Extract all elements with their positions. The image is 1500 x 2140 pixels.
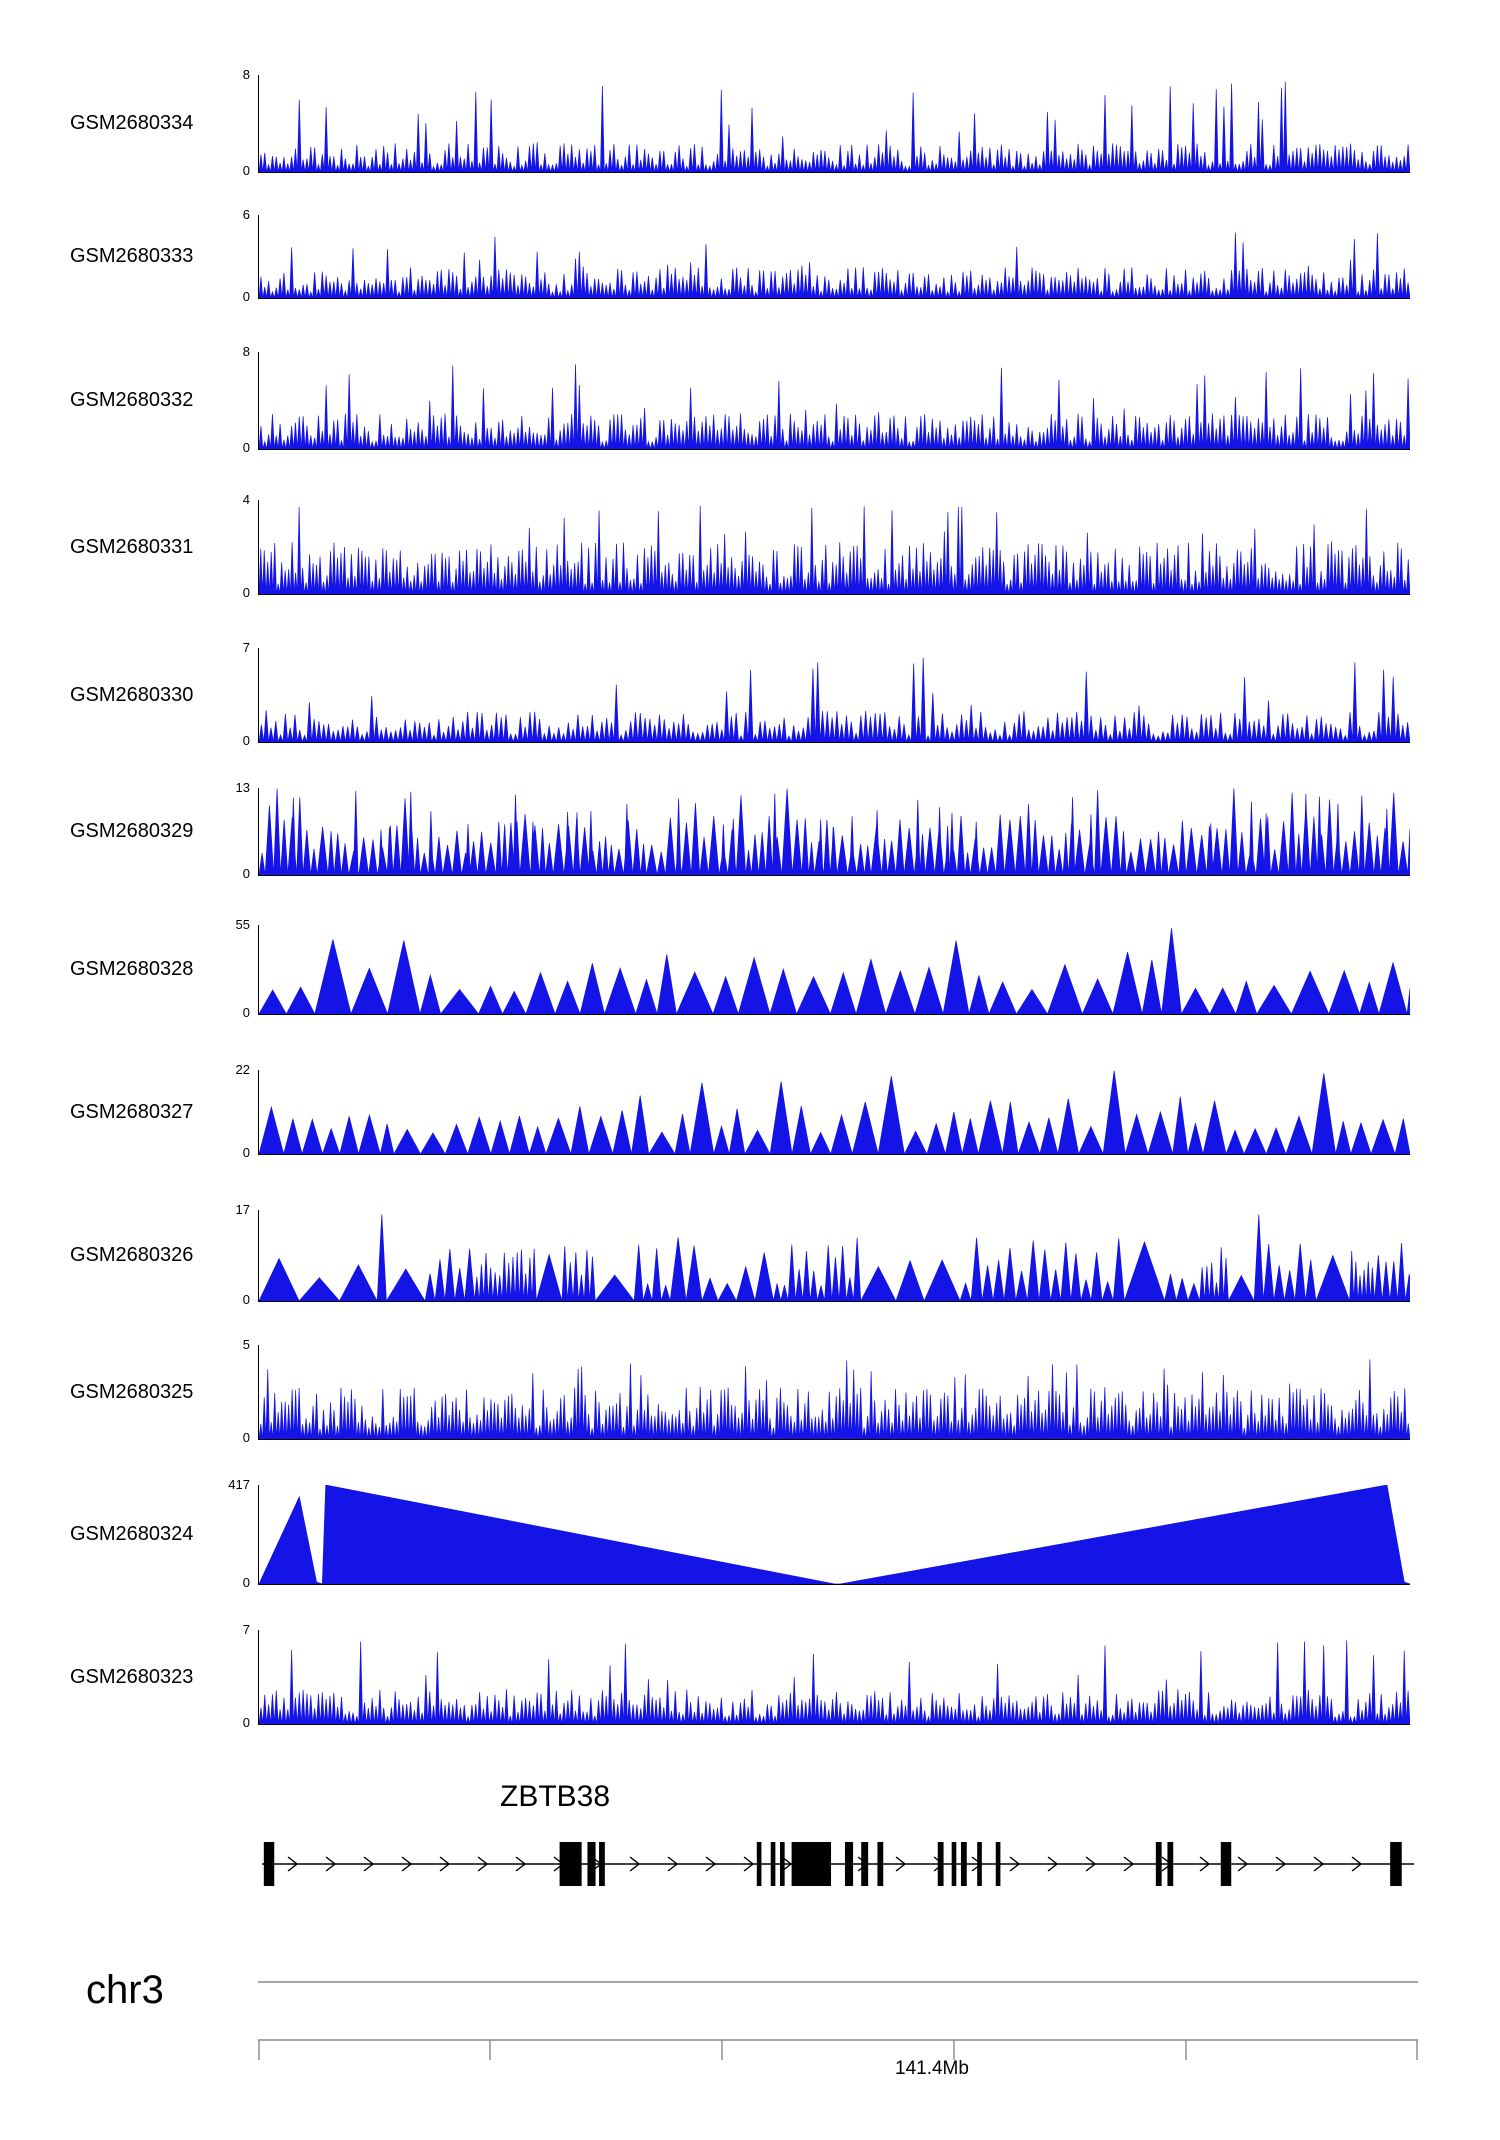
axis-max-label: 5 xyxy=(242,1337,250,1352)
track-plot-area xyxy=(258,1345,1410,1440)
chromosome-label: chr3 xyxy=(86,1968,164,2012)
coverage-track xyxy=(0,640,1500,749)
axis-max-label: 17 xyxy=(235,1202,250,1217)
gene-annotation-region xyxy=(0,1780,1500,1920)
track-plot-area xyxy=(258,788,1410,876)
coverage-track xyxy=(0,780,1500,882)
coverage-track xyxy=(0,917,1500,1021)
track-label: GSM2680324 xyxy=(70,1523,194,1545)
track-label: GSM2680329 xyxy=(70,820,194,842)
axis-min-label: 0 xyxy=(242,1715,250,1730)
axis-max-label: 7 xyxy=(242,640,250,655)
axis-max-label: 6 xyxy=(242,207,250,222)
axis-min-label: 0 xyxy=(242,440,250,455)
track-label: GSM2680327 xyxy=(70,1100,194,1123)
chromosome-region xyxy=(0,1930,1500,2130)
coverage-track xyxy=(0,67,1500,179)
axis-min-label: 0 xyxy=(242,866,250,881)
axis-min-label: 0 xyxy=(242,289,250,304)
track-plot-area xyxy=(258,1485,1410,1585)
axis-max-label: 22 xyxy=(235,1062,250,1077)
coverage-track xyxy=(0,1202,1500,1308)
track-label: GSM2680323 xyxy=(70,1665,194,1688)
axis-max-label: 7 xyxy=(242,1622,250,1637)
axis-max-label: 8 xyxy=(242,67,250,82)
axis-min-label: 0 xyxy=(242,1430,250,1445)
track-plot-area xyxy=(258,1630,1410,1725)
track-label: GSM2680333 xyxy=(70,245,194,267)
axis-min-label: 0 xyxy=(242,163,250,178)
track-plot-area xyxy=(258,1070,1410,1155)
track-plot-area xyxy=(258,648,1410,743)
track-label: GSM2680328 xyxy=(70,958,194,980)
axis-max-label: 55 xyxy=(235,917,250,932)
coverage-track xyxy=(0,1477,1500,1591)
axis-max-label: 13 xyxy=(235,780,250,795)
gene-name-label: ZBTB38 xyxy=(500,1780,611,1813)
axis-max-label: 4 xyxy=(242,492,250,507)
track-plot-area xyxy=(258,1210,1410,1302)
axis-min-label: 0 xyxy=(242,585,250,600)
track-plot-area xyxy=(258,75,1410,173)
track-label: GSM2680332 xyxy=(70,389,194,411)
coverage-track xyxy=(0,344,1500,456)
coverage-track xyxy=(0,1622,1500,1731)
track-plot-area xyxy=(258,500,1410,595)
track-plot-area xyxy=(258,925,1410,1015)
track-plot-area xyxy=(258,352,1410,450)
track-label: GSM2680334 xyxy=(70,112,194,134)
coverage-track xyxy=(0,207,1500,305)
track-label: GSM2680330 xyxy=(70,683,194,706)
track-label: GSM2680325 xyxy=(70,1380,194,1403)
axis-max-label: 8 xyxy=(242,344,250,359)
axis-min-label: 0 xyxy=(242,1145,250,1160)
track-plot-area xyxy=(258,215,1410,299)
axis-min-label: 0 xyxy=(242,1005,250,1020)
ruler-center-label xyxy=(258,2058,1418,2080)
axis-min-label: 0 xyxy=(242,733,250,748)
coverage-track xyxy=(0,1337,1500,1446)
track-label: GSM2680331 xyxy=(70,535,194,558)
axis-min-label: 0 xyxy=(242,1292,250,1307)
axis-max-label: 417 xyxy=(228,1477,250,1492)
gene-model xyxy=(258,1828,1418,1898)
coverage-track xyxy=(0,492,1500,601)
coverage-track xyxy=(0,1062,1500,1161)
axis-min-label: 0 xyxy=(242,1575,250,1590)
track-label: GSM2680326 xyxy=(70,1244,194,1266)
ruler-center-text: 141.4Mb xyxy=(895,2058,969,2079)
